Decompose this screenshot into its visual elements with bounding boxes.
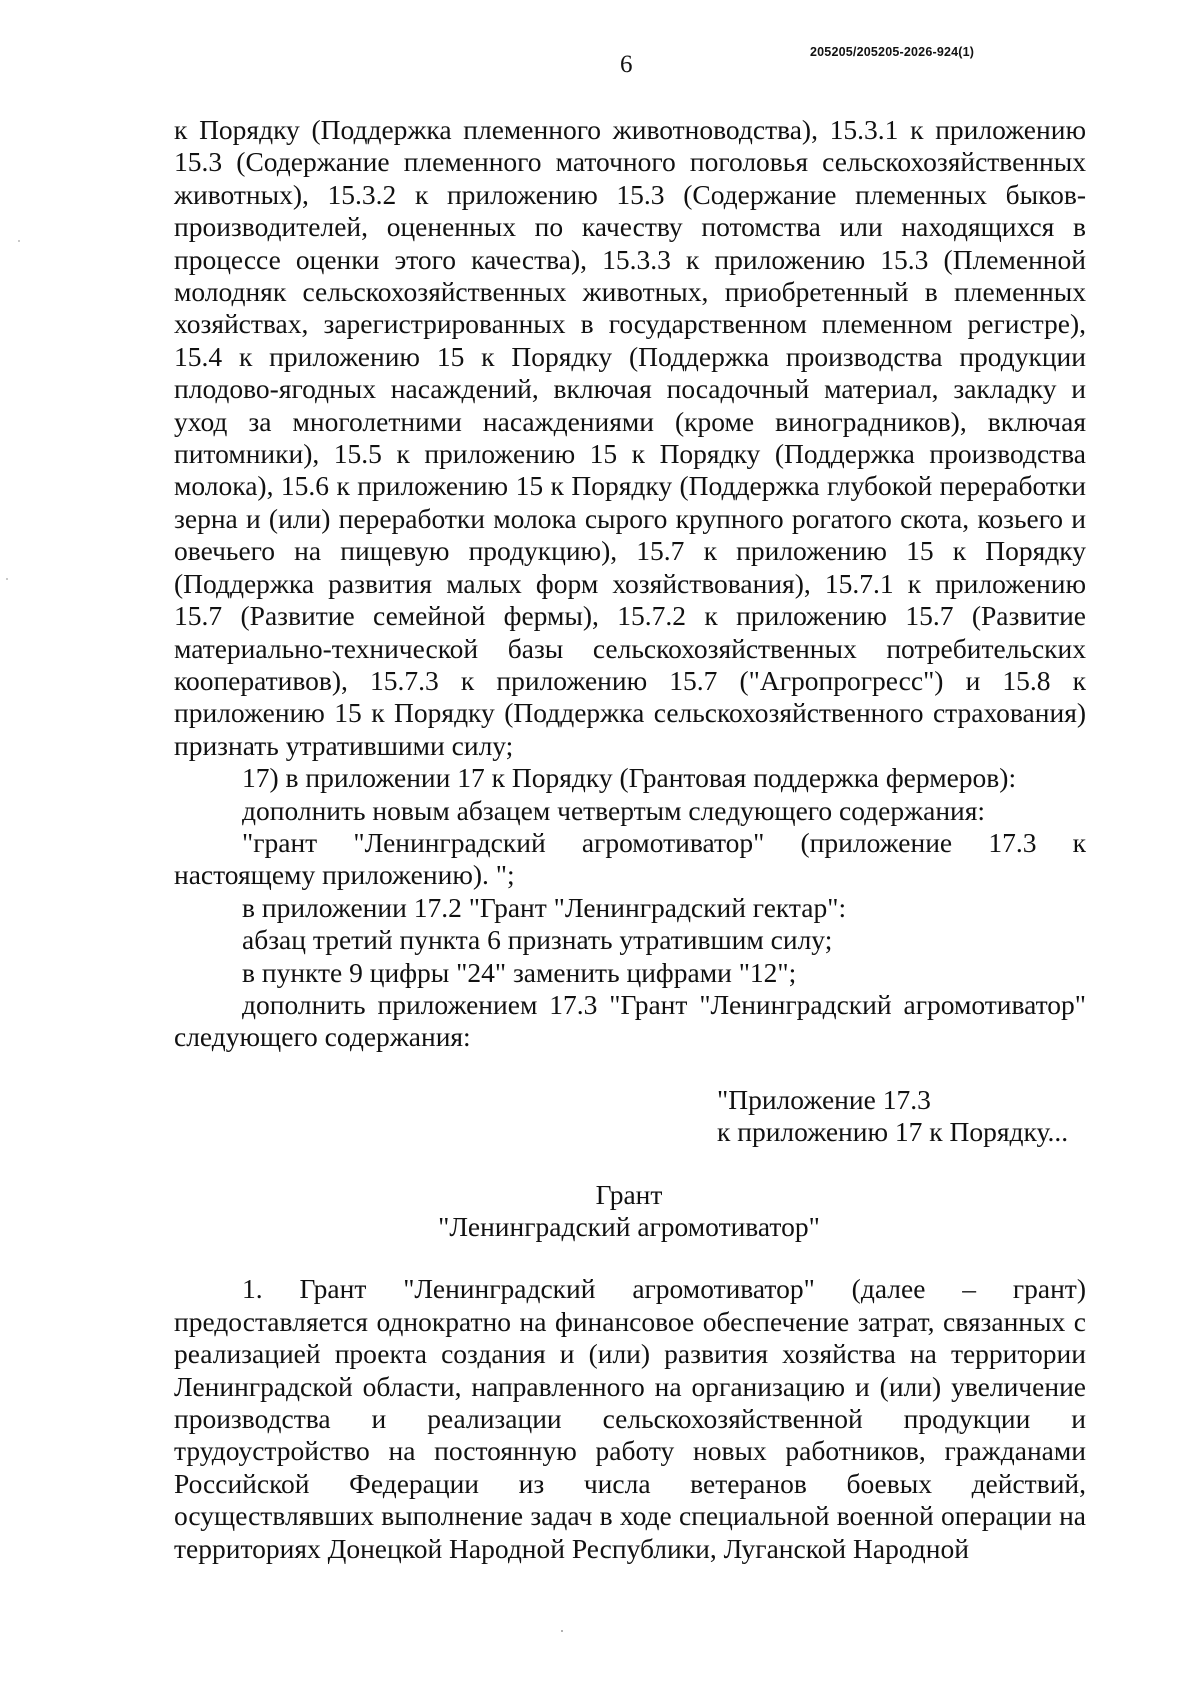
scan-speck bbox=[6, 578, 8, 580]
annex-reference bbox=[717, 1084, 1086, 1149]
annex-line-1: "Приложение 17.3 bbox=[717, 1083, 931, 1115]
document-code: 205205/205205-2026-924(1) bbox=[810, 45, 975, 59]
paragraph-abzac-third: абзац третий пункта 6 признать утратившим силу; bbox=[242, 924, 833, 956]
paragraph-add-abzac: дополнить новым абзацем четвертым следующего содержания: bbox=[242, 794, 986, 826]
scan-speck bbox=[561, 1630, 563, 1632]
section-title bbox=[172, 1179, 1086, 1244]
paragraph-grant-quote: "грант "Ленинградский агромотиватор" (приложение 17.3 к настоящему приложению). "; bbox=[174, 826, 1086, 891]
paragraph-point-9: в пункте 9 цифры "24" заменить цифрами "12"; bbox=[242, 956, 797, 988]
clause-1: 1. Грант "Ленинградский агромотиватор" (далее – грант) предоставляется однократно на финансовое обеспечение затрат, связанных с реализацией проекта создания и (или) развития хозяйства на территории Ленинградской области, направленного на организацию и (или) увеличение производства и реализации сельскохозяйственной продукции и трудоустройство на постоянную работу новых работников, гражданами Российской Федерации из числа ветеранов боевых действий, осуществлявших выполнение задач в ходе специальной военной операции на территориях Донецкой Народной Республики, Луганской Народной bbox=[174, 1273, 1086, 1564]
document-body bbox=[174, 114, 1086, 1565]
section-title-line-1: Грант bbox=[595, 1178, 663, 1210]
paragraph-continuation: к Порядку (Поддержка племенного животноводства), 15.3.1 к приложению 15.3 (Содержание племенного маточного поголовья сельскохозяйственных животных), 15.3.2 к приложению 15.3 (Содержание племенных быков-производителей, оцененных по качеству потомства или находящихся в процессе оценки этого качества), 15.3.3 к приложению 15.3 (Племенной молодняк сельскохозяйственных животных, приобретенный в племенных хозяйствах, зарегистрированных в государственном племенном регистре), 15.4 к приложению 15 к Порядку (Поддержка производства продукции плодово-ягодных насаждений, включая посадочный материал, закладку и уход за многолетними насаждениями (кроме виноградников), включая питомники), 15.5 к приложению 15 к Порядку (Поддержка производства молока), 15.6 к приложению 15 к Порядку (Поддержка глубокой переработки зерна и (или) переработки молока сырого крупного рогатого скота, козьего и овечьего на пищевую продукцию), 15.7 к приложению 15 к Порядку (Поддержка развития малых форм хозяйствования), 15.7.1 к приложению 15.7 (Развитие семейной фермы), 15.7.2 к приложению 15.7 (Развитие материально-технической базы сельскохозяйственных потребительских кооперативов), 15.7.3 к приложению 15.7 ("Агропрогресс") и 15.8 к приложению 15 к Порядку (Поддержка сельскохозяйственного страхования) признать утратившими силу; bbox=[174, 114, 1086, 761]
scan-speck bbox=[18, 240, 20, 242]
paragraph-annex-17-2: в приложении 17.2 "Грант "Ленинградский гектар": bbox=[242, 891, 847, 923]
section-title-line-2: "Ленинградский агромотиватор" bbox=[438, 1211, 820, 1242]
annex-line-2: к приложению 17 к Порядку... bbox=[717, 1116, 1069, 1148]
paragraph-item-17: 17) в приложении 17 к Порядку (Грантовая поддержка фермеров): bbox=[242, 762, 1017, 794]
page-number: 6 bbox=[620, 51, 633, 78]
paragraph-add-annex-17-3: дополнить приложением 17.3 "Грант "Ленинградский агромотиватор" следующего содержания: bbox=[174, 988, 1086, 1053]
